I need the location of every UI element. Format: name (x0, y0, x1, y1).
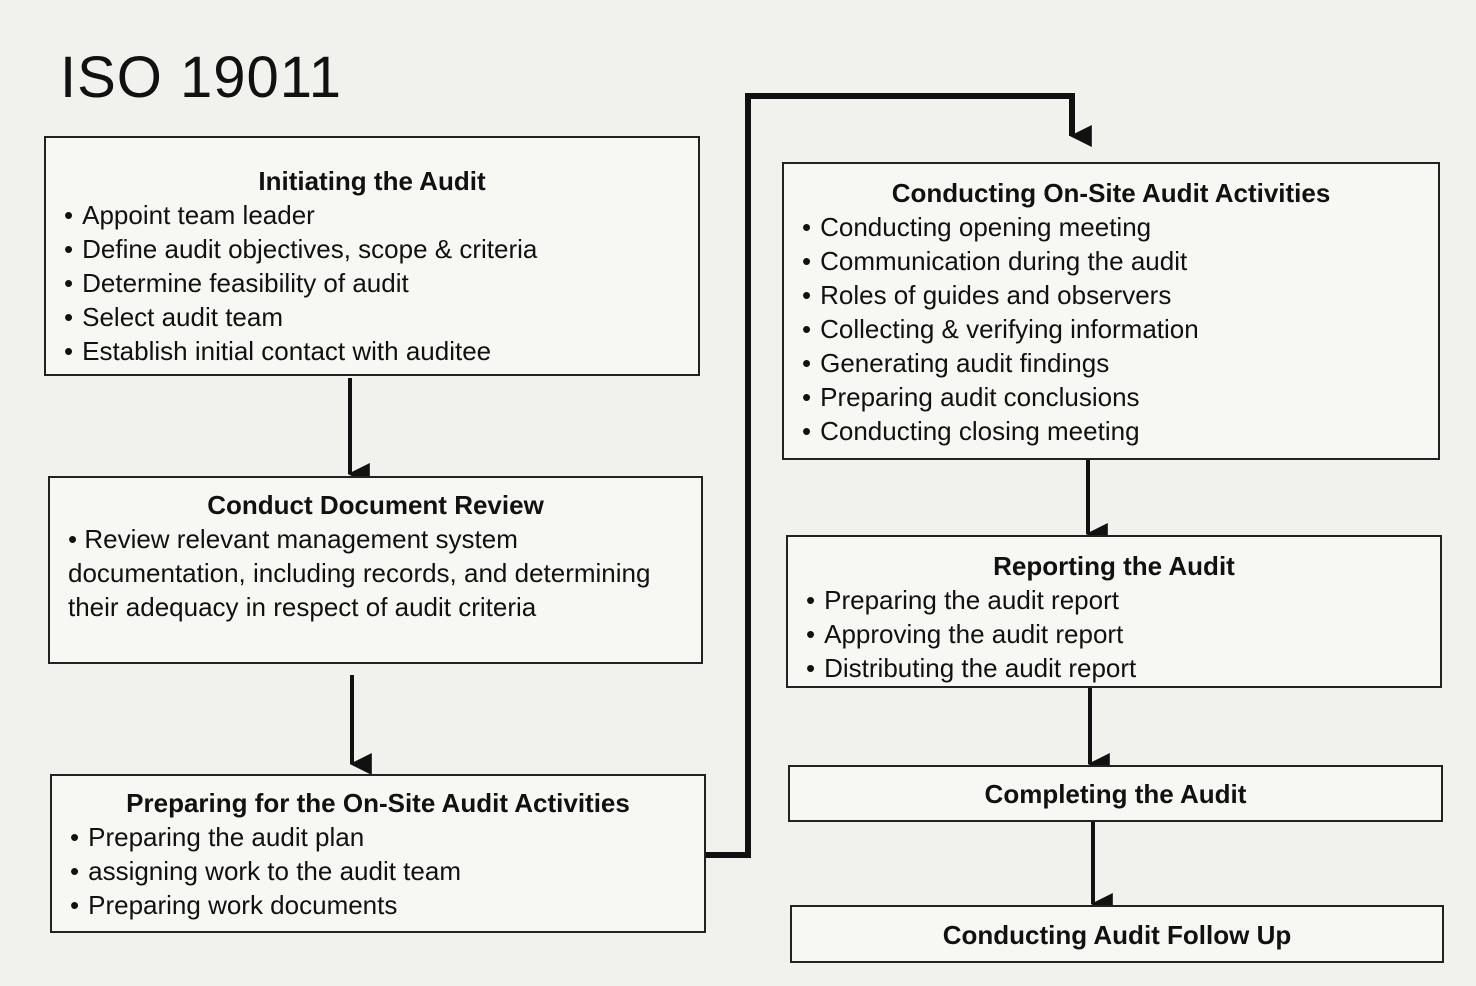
list-item: • Select audit team (64, 300, 698, 334)
document-review-box (48, 476, 703, 664)
list-item: • Collecting & verifying information (802, 312, 1438, 346)
list-item: • Define audit objectives, scope & criteria (64, 232, 698, 266)
list-item: • Appoint team leader (64, 198, 698, 232)
list-item: • Conducting opening meeting (802, 210, 1438, 244)
box-title: Initiating the Audit (258, 166, 486, 196)
list-item: • Conducting closing meeting (802, 414, 1438, 448)
preparing-box (50, 774, 706, 933)
box-title: Conducting Audit Follow Up (942, 920, 1292, 950)
list-item: • Preparing the audit report (806, 583, 1440, 617)
completing-box (788, 765, 1443, 822)
list-item: • Roles of guides and observers (802, 278, 1438, 312)
list-item: • Determine feasibility of audit (64, 266, 698, 300)
list-item: • Preparing audit conclusions (802, 380, 1438, 414)
box-text: • Review relevant management system documentation, including records, and determining their adequacy in respect of audit criteria (68, 524, 651, 622)
list-item: • Preparing work documents (70, 888, 704, 922)
box-title: Conduct Document Review (207, 490, 544, 520)
list-item: • Communication during the audit (802, 244, 1438, 278)
initiating-audit-box (44, 136, 700, 376)
list-item: • Generating audit findings (802, 346, 1438, 380)
list-item: • Approving the audit report (806, 617, 1440, 651)
box-title: Reporting the Audit (993, 551, 1235, 581)
list-item: • Preparing the audit plan (70, 820, 704, 854)
reporting-box (786, 535, 1442, 688)
diagram-title: ISO 19011 (60, 45, 343, 110)
box-title: Conducting On-Site Audit Activities (891, 178, 1331, 208)
box-title: Preparing for the On-Site Audit Activities (126, 788, 630, 818)
list-item: • Distributing the audit report (806, 651, 1440, 685)
list-item: • Establish initial contact with auditee (64, 334, 698, 368)
box-title: Completing the Audit (984, 779, 1247, 809)
list-item: • assigning work to the audit team (70, 854, 704, 888)
conducting-box (782, 162, 1440, 460)
follow-up-box (790, 905, 1444, 963)
